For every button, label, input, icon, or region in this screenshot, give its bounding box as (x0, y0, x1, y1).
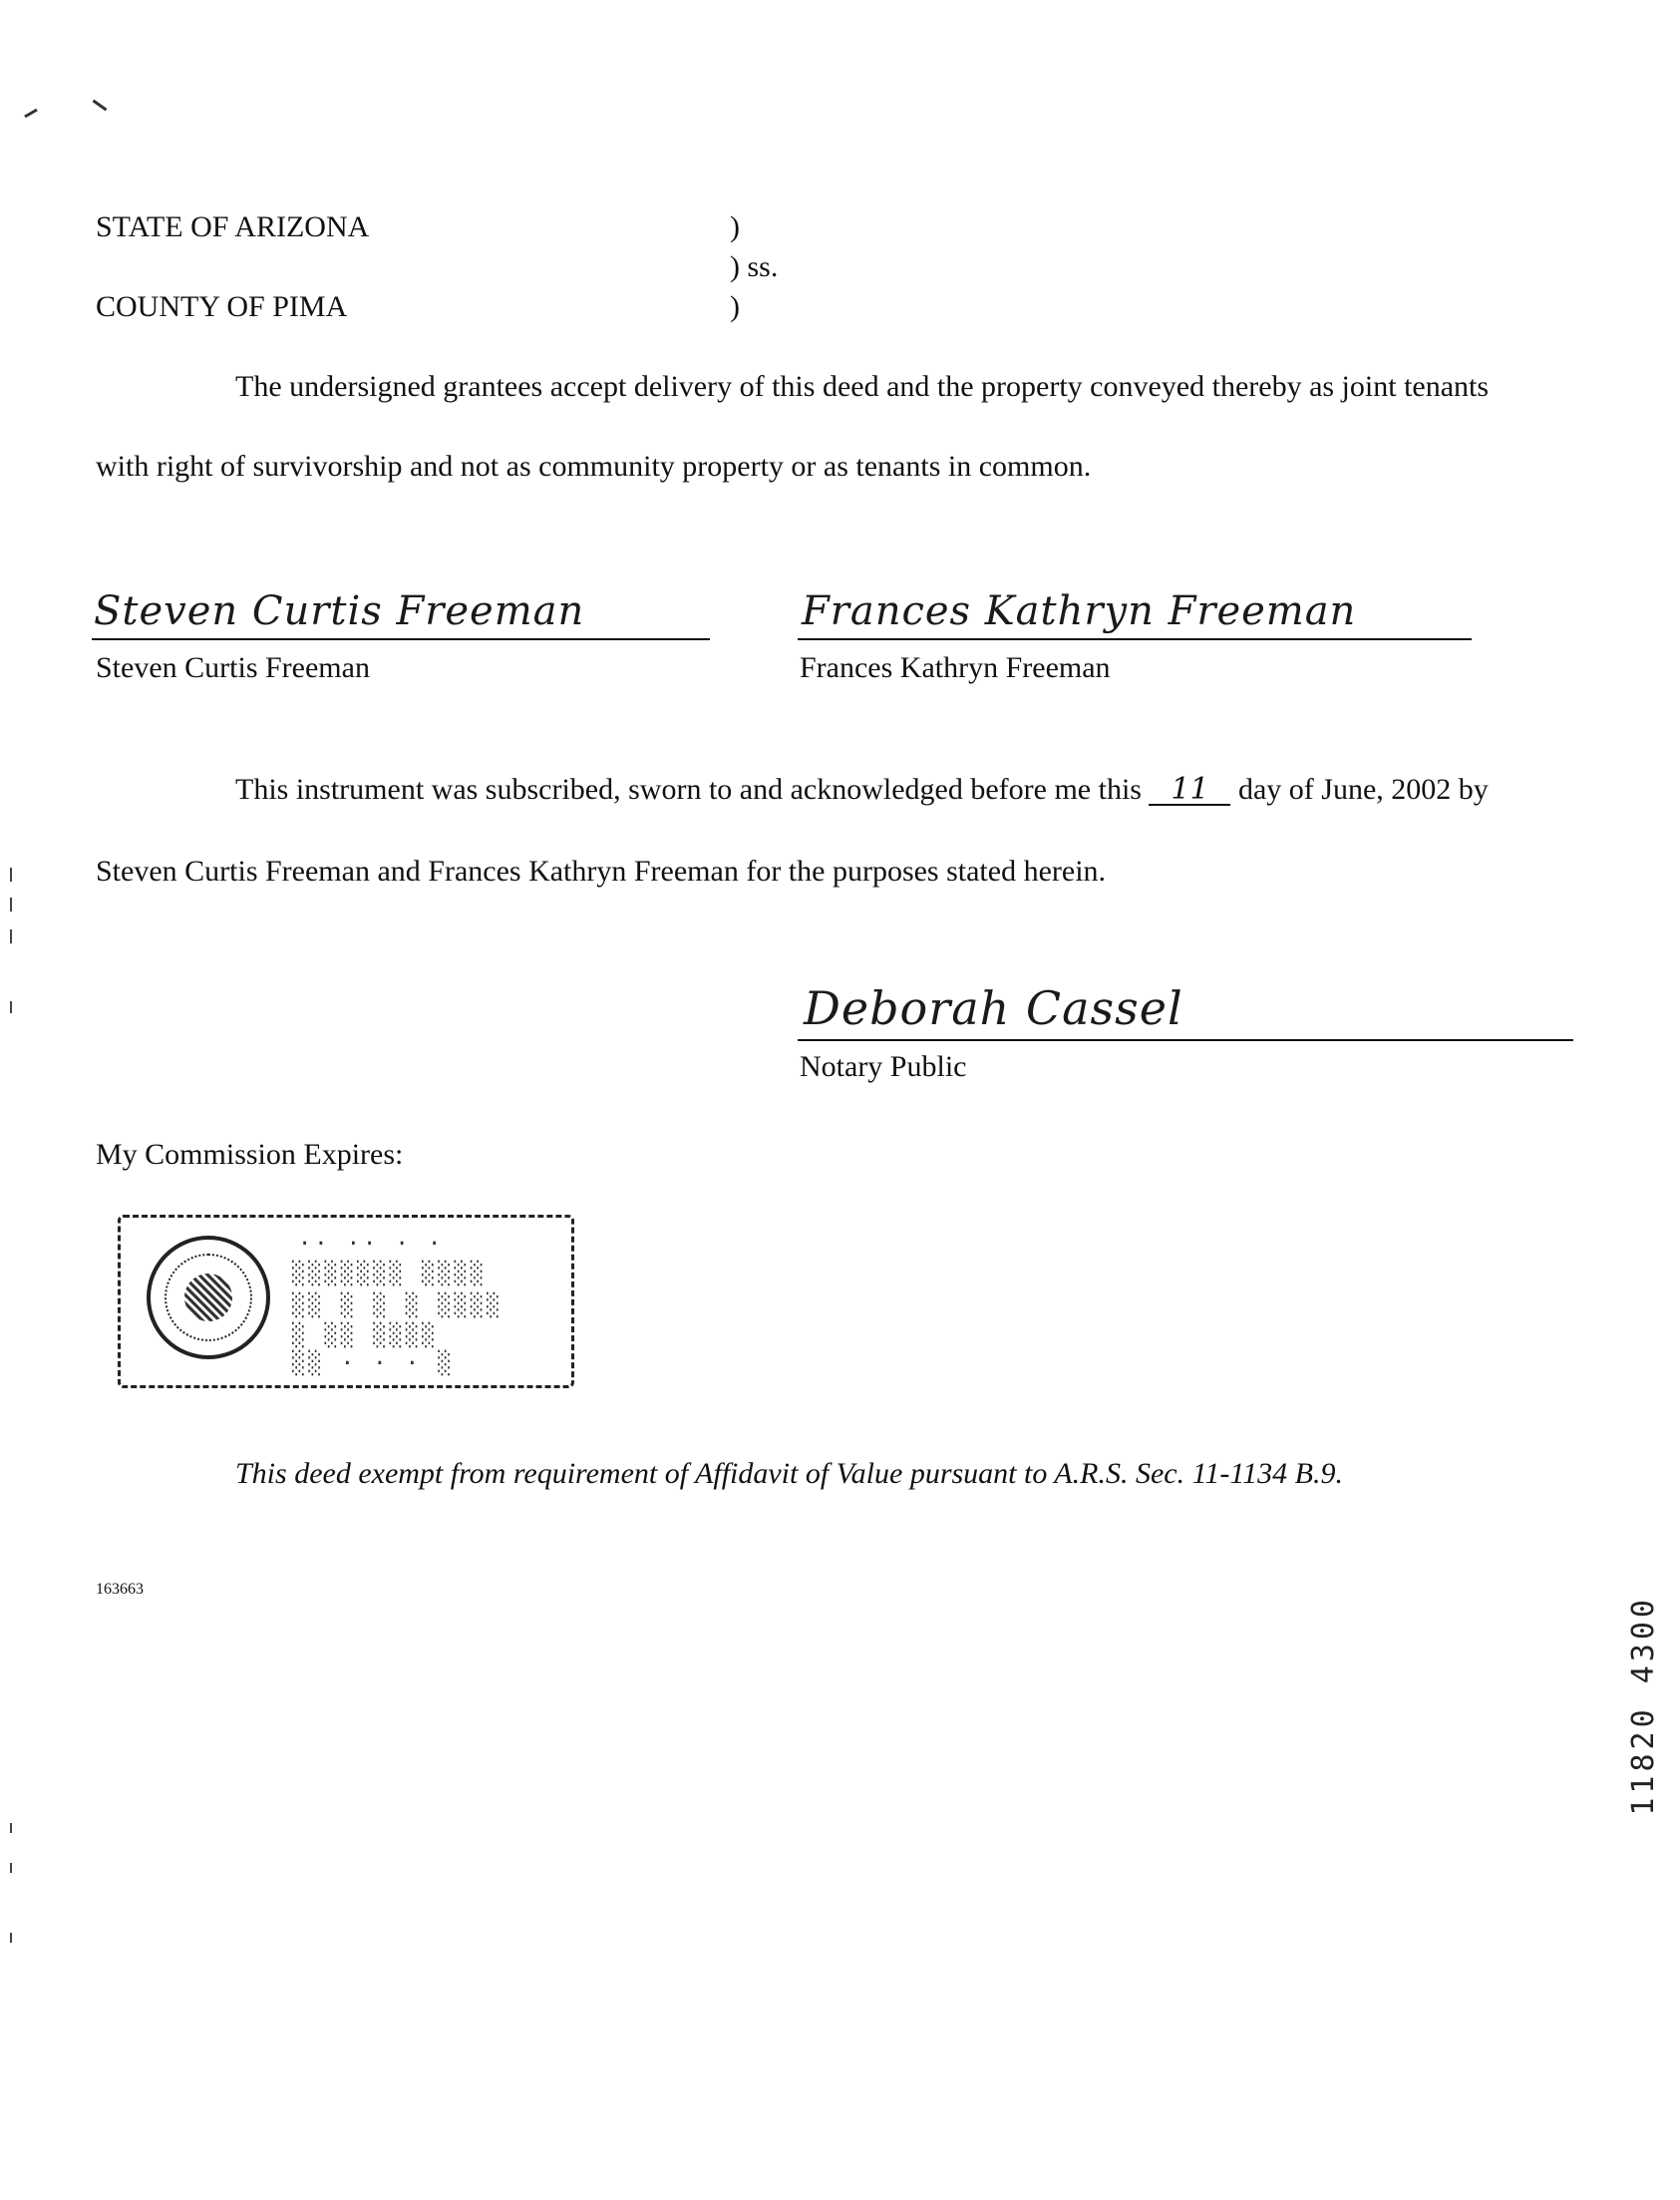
exemption-note: This deed exempt from requirement of Affidavit of Value pursuant to A.R.S. Sec. 11-1134 B.9. (235, 1457, 1343, 1490)
stamp-text-line: ░░ ░ ░ ░ ░░░░ (292, 1293, 504, 1318)
county-label: COUNTY OF PIMA (96, 290, 348, 323)
margin-tick (10, 1001, 12, 1013)
stamp-text-line: ░░ · · · ░ (292, 1351, 455, 1376)
scan-mark (93, 100, 108, 112)
margin-tick (10, 1823, 12, 1833)
document-number: 163663 (96, 1581, 144, 1598)
stamp-text-line: ░░░░░░░ ░░░░ (292, 1262, 487, 1286)
grantee1-signature: Steven Curtis Freeman (94, 588, 585, 634)
state-label: STATE OF ARIZONA (96, 210, 370, 243)
stamp-text-line: ·· ·· · · (298, 1232, 445, 1257)
acknowledgment-text-after: day of June, 2002 by (1237, 773, 1489, 806)
notary-signature: Deborah Cassel (804, 981, 1183, 1035)
acknowledgment-day: 11 (1149, 776, 1230, 806)
venue-bracket-bottom: ) (730, 290, 740, 323)
acceptance-line-1: The undersigned grantees accept delivery of this deed and the property conveyed thereby as joint tenants (235, 370, 1490, 403)
grantee2-signature-line (798, 638, 1472, 640)
acknowledgment-text-before: This instrument was subscribed, sworn to and acknowledged before me this (235, 773, 1142, 806)
margin-tick (10, 1863, 12, 1873)
margin-tick (10, 929, 12, 943)
notary-signature-line (798, 1039, 1573, 1041)
grantee2-signature: Frances Kathryn Freeman (802, 588, 1357, 634)
recording-number-margin: 11820 4300 (1626, 1596, 1661, 1816)
margin-tick (10, 868, 12, 882)
grantee1-signature-line (92, 638, 710, 640)
margin-tick (10, 898, 12, 912)
notary-stamp (118, 1215, 574, 1388)
stamp-text-line: ░ ░░ ░░░░ (292, 1323, 439, 1348)
grantee2-printed-name: Frances Kathryn Freeman (800, 651, 1111, 684)
venue-bracket-ss: ) ss. (730, 250, 779, 283)
grantee1-printed-name: Steven Curtis Freeman (96, 651, 370, 684)
acknowledgment-line-1 (235, 772, 1489, 808)
acknowledgment-line-2: Steven Curtis Freeman and Frances Kathryn Freeman for the purposes stated herein. (96, 855, 1107, 888)
notary-title: Notary Public (800, 1050, 967, 1083)
state-seal-icon (147, 1236, 270, 1359)
scan-mark (24, 109, 38, 119)
acceptance-line-2: with right of survivorship and not as community property or as tenants in common. (96, 450, 1092, 483)
margin-tick (10, 1933, 12, 1943)
commission-expires-label: My Commission Expires: (96, 1138, 404, 1171)
venue-bracket-top: ) (730, 210, 740, 243)
